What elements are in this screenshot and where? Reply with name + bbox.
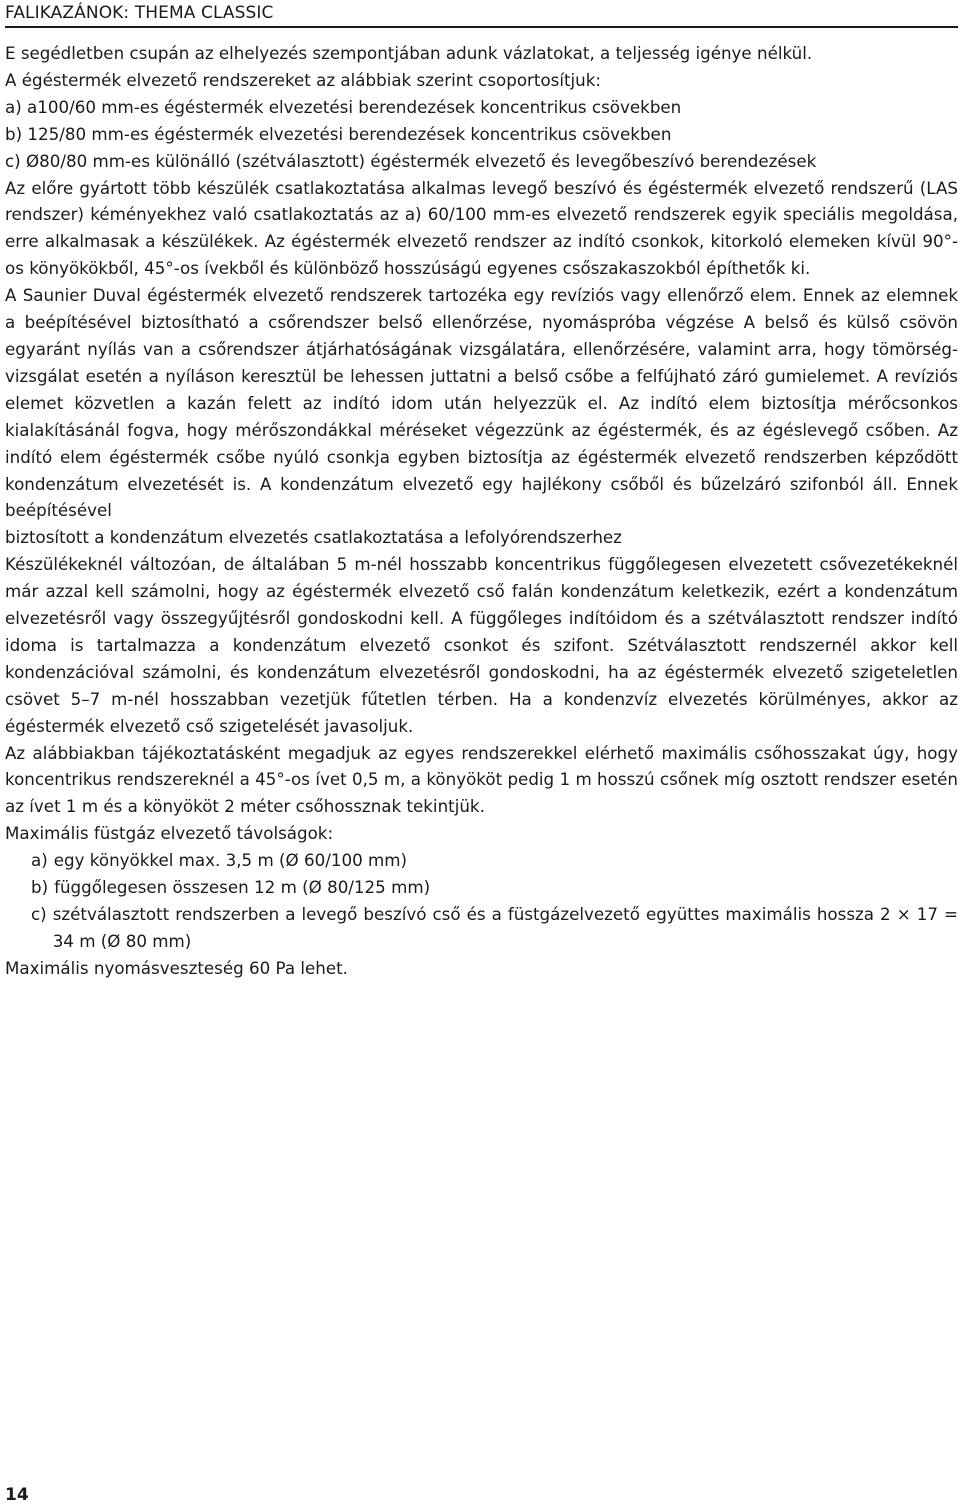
las-paragraph: Az előre gyártott több készülék csatlakoztatása alkalmas levegő beszívó és égéstermék elvezető rendszerű (LAS rendszer) kéményekhez való csatlakoztatás az a) 60/100 mm-es elvezető rendszerek egyik speciális megoldása, erre alkalmasak a készülékek. Az égéstermék elvezető rendszer az indító csonkok, kitorkoló elemeken kívül 90°-os könyökökből, 45°-os ívekből és különböző hosszúságú egyenes csőszakaszokból építhetők ki. xyxy=(5,177,958,279)
type-a-item: a) a100/60 mm-es égéstermék elvezetési berendezések koncentrikus csövekben xyxy=(5,96,682,117)
intro-paragraph: E segédletben csupán az elhelyezés szempontjában adunk vázlatokat, a teljesség igénye nélkül. xyxy=(5,43,813,63)
distances-list xyxy=(5,847,958,955)
type-b-item: b) 125/80 mm-es égéstermék elvezetési berendezések koncentrikus csövekben xyxy=(5,123,672,144)
list-item-marker: a) xyxy=(31,850,48,871)
page-header: FALIKAZÁNOK: THEMA CLASSIC xyxy=(5,3,274,23)
document-page xyxy=(5,0,958,982)
max-lengths-paragraph: Az alábbiakban tájékoztatásként megadjuk az egyes rendszerekkel elérhető maximális csőhosszakat úgy, hogy koncentrikus rendszereknél a 45°-os ívet 0,5 m, a könyököt pedig 1 m hosszú csőnek míg osztott rendszer esetén az ívet 1 m és a könyököt 2 méter csőhossznak tekintjük. xyxy=(5,742,958,817)
grouping-paragraph: A égéstermék elvezető rendszereket az alábbiak szerint csoportosítjuk: xyxy=(5,69,602,90)
list-item-text: függőlegesen összesen 12 m (Ø 80/125 mm) xyxy=(54,877,431,898)
list-item-text: egy könyökkel max. 3,5 m (Ø 60/100 mm) xyxy=(53,850,408,871)
document-body xyxy=(5,40,958,982)
pressure-loss-paragraph: Maximális nyomásveszteség 60 Pa lehet. xyxy=(5,957,348,978)
page-number: 14 xyxy=(5,1485,29,1505)
revision-paragraph-end: biztosított a kondenzátum elvezetés csatlakoztatása a lefolyórendszerhez xyxy=(5,527,622,548)
list-item xyxy=(5,847,958,874)
condensate-paragraph: Készülékeknél változóan, de általában 5 m-nél hosszabb koncentrikus függőlegesen elvezetett csővezetékeknél már azzal kell számolni, hogy az égéstermék elvezető cső falán kondenzátum keletkezik, ezért a kondenzátum elvezetésről vagy összegyűjtésről gondoskodni kell. A függőleges indítóidom és a szétválasztott rendszer indító idoma is tartalmazza a kondenzátum elvezető csonkot és szifont. Szétválasztott rendszernél akkor kell kondenzációval számolni, és kondenzátum elvezetésről gondoskodni, ha az égéstermék elvezető szigeteletlen csövet 5–7 m-nél hosszabban vezetjük fűtetlen térben. Ha a kondenzvíz elvezetés körülményes, akkor az égéstermék elvezető cső szigetelését javasoljuk. xyxy=(5,554,958,736)
list-item xyxy=(5,874,958,901)
distances-title: Maximális füstgáz elvezető távolságok: xyxy=(5,823,334,844)
type-c-item: c) Ø80/80 mm-es különálló (szétválasztott) égéstermék elvezető és levegőbeszívó berendezések xyxy=(5,150,817,171)
list-item-marker: c) xyxy=(31,904,47,924)
header-rule xyxy=(5,26,958,28)
list-item-marker: b) xyxy=(31,877,49,898)
revision-paragraph: A Saunier Duval égéstermék elvezető rendszerek tartozéka egy revíziós vagy ellenőrző elem. Ennek az elemnek a beépítésével biztosítható a csőrendszer belső ellenőrzése, nyomáspróba végzése A belső és külső csövön egyaránt nyílás van a csőrendszer átjárhatóságának vizsgálatára, ellenőrzésére, valamint arra, hogy tömörség-vizsgálat esetén a nyíláson keresztül be lehessen juttatni a belső csőbe a felfújható záró gumielemet. A revíziós elemet közvetlen a kazán felett az indító idom után helyezzük el. Az indító elem biztosítja mérőcsonkos kialakításánál fogva, hogy mérőszondákkal méréseket végezzünk az égéstermék, és az égéslevegő csőben. Az indító elem égéstermék csőbe nyúló csonkja egyben biztosítja az égéstermék elvezető rendszerben képződött kondenzátum elvezetését is. A kondenzátum elvezető egy hajlékony csőből és bűzelzáró szifonból áll. Ennek beépítésével xyxy=(5,285,958,521)
list-item-text: szétválasztott rendszerben a levegő beszívó cső és a füstgázelvezető együttes maximális hossza 2 × 17 = 34 m (Ø 80 mm) xyxy=(52,904,958,951)
list-item xyxy=(5,901,958,955)
